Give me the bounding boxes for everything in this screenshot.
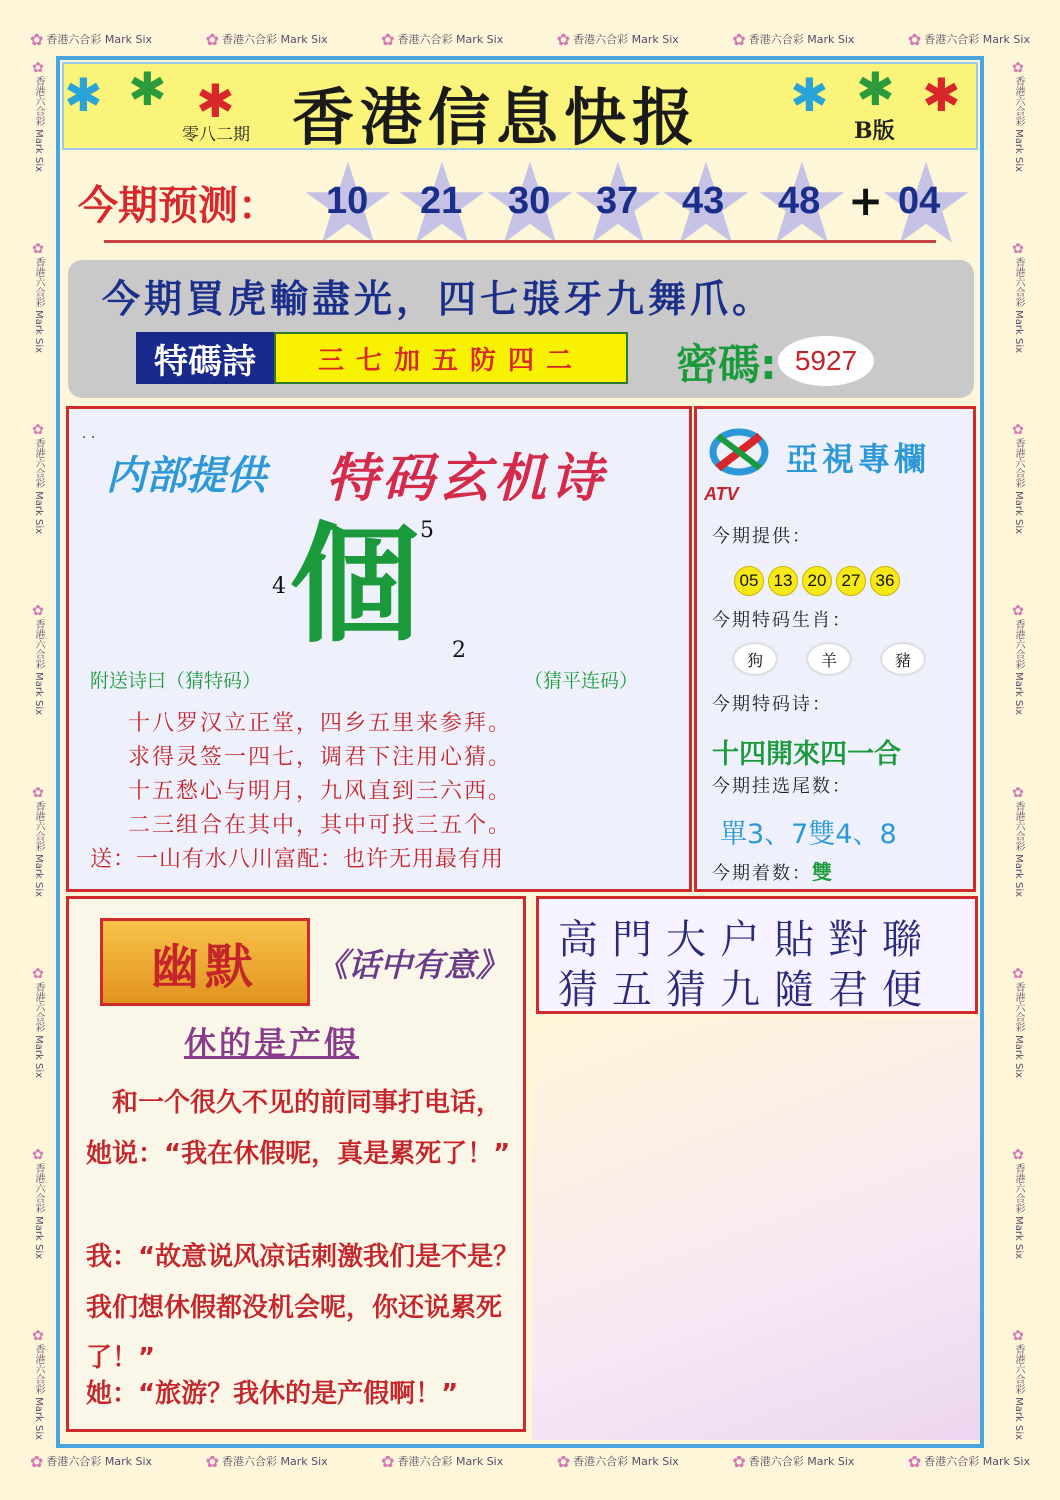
- poem-verse: 二三组合在其中，其中可找三五个。: [128, 813, 513, 838]
- watermark: ✿ 香港六合彩 Mark Six: [907, 1451, 1030, 1471]
- humor-paragraph: 我：“故意说风凉话刺激我们是不是？我们想休假都没机会呢，你还说累死了！”: [86, 1242, 520, 1374]
- watermark-strip-bottom: [30, 1446, 1030, 1476]
- watermark: ✿ 香港六合彩 Mark Six: [205, 1451, 328, 1471]
- flower-icon: ✿: [907, 29, 922, 49]
- flower-icon: ✿: [1010, 1327, 1026, 1344]
- watermark: ✿香港六合彩 Mark Six: [1010, 603, 1026, 716]
- prediction-label: 今期预测：: [78, 183, 278, 229]
- atv-column-title: 亞視專欄: [786, 440, 931, 478]
- flower-icon: ✿: [381, 1451, 395, 1471]
- flower-icon: ✿: [556, 1451, 571, 1471]
- atv-count: [712, 856, 834, 885]
- flower-icon: ✿: [30, 1327, 46, 1344]
- atv-count-value: 雙: [812, 860, 834, 884]
- riddle-poem-title: 特码玄机诗: [326, 449, 607, 509]
- prediction-number: 30: [508, 180, 551, 222]
- flower-icon: ✿: [30, 1451, 44, 1471]
- watermark: ✿ 香港六合彩 Mark Six: [30, 1451, 153, 1471]
- flower-icon: ✿: [381, 29, 395, 49]
- riddle-number-bottom: 2: [452, 638, 466, 663]
- watermark: ✿ 香港六合彩 Mark Six: [732, 29, 855, 49]
- prediction-number: 21: [420, 180, 463, 222]
- atv-provide-label: 今期提供：: [712, 526, 812, 547]
- watermark: ✿香港六合彩 Mark Six: [1010, 1327, 1026, 1440]
- watermark: ✿香港六合彩 Mark Six: [1010, 60, 1026, 173]
- flower-icon: ✿: [30, 422, 46, 439]
- zodiac-badge: 狗: [734, 644, 776, 674]
- flower-icon: ✿: [30, 784, 46, 801]
- flower-icon: ✿: [205, 1451, 219, 1471]
- watermark: ✿香港六合彩 Mark Six: [1010, 241, 1026, 354]
- flower-icon: ✿: [1010, 422, 1026, 439]
- zodiac-badge: 豬: [882, 644, 924, 674]
- number-ball: 05: [734, 566, 764, 596]
- atv-logo-icon: [706, 424, 772, 480]
- humor-title: 休的是产假: [184, 1024, 360, 1062]
- number-ball: 36: [870, 566, 900, 596]
- atv-tail-numbers: 單3、7雙4、8: [720, 819, 897, 850]
- atv-count-label: 今期着数：: [712, 863, 812, 884]
- number-ball: 13: [768, 566, 798, 596]
- asterisk-star-icon: ✱: [856, 62, 895, 116]
- asterisk-star-icon: ✱: [790, 68, 829, 122]
- dots: · ·: [82, 430, 96, 446]
- watermark: ✿香港六合彩 Mark Six: [30, 1327, 46, 1440]
- flower-icon: ✿: [205, 29, 219, 49]
- poem-gift-line: 送：一山有水八川富配：也许无用最有用: [90, 847, 505, 872]
- watermark: ✿香港六合彩 Mark Six: [1010, 422, 1026, 535]
- watermark: ✿ 香港六合彩 Mark Six: [907, 29, 1030, 49]
- riddle-number-top: 5: [420, 518, 434, 543]
- flower-icon: ✿: [1010, 965, 1026, 982]
- poem-verse: 十五愁心与明月，九风直到三六西。: [128, 779, 513, 804]
- watermark: ✿ 香港六合彩 Mark Six: [732, 1451, 855, 1471]
- prediction-number: 10: [326, 180, 369, 222]
- flower-icon: ✿: [30, 241, 46, 258]
- watermark: ✿ 香港六合彩 Mark Six: [556, 1451, 679, 1471]
- flower-icon: ✿: [1010, 241, 1026, 258]
- couplet-line: 高門大户貼對聯: [558, 917, 936, 963]
- watermark: ✿香港六合彩 Mark Six: [1010, 965, 1026, 1078]
- divider: [104, 240, 936, 243]
- atv-zodiac-label: 今期特码生肖：: [712, 610, 852, 631]
- special-number: 04: [898, 180, 941, 222]
- asterisk-star-icon: ✱: [64, 68, 103, 122]
- poem-hint: （猜平连码）: [524, 670, 639, 692]
- flower-icon: ✿: [30, 603, 46, 620]
- humor-paragraph: 和一个很久不见的前同事打电话，她说：“我在休假呢，真是累死了！”: [86, 1088, 511, 1169]
- code-label: 密碼:: [676, 340, 777, 389]
- asterisk-star-icon: ✱: [922, 68, 961, 122]
- inner-provided-label: 内部提供: [106, 453, 266, 499]
- tema-poem-value: 三七加五防四二: [274, 332, 628, 384]
- flower-icon: ✿: [907, 1451, 922, 1471]
- asterisk-star-icon: ✱: [128, 62, 167, 116]
- decorative-background: [532, 1018, 980, 1440]
- banner-poem: 今期買虎輸盡光，四七張牙九舞爪。: [102, 277, 775, 321]
- riddle-number-left: 4: [272, 574, 286, 599]
- flower-icon: ✿: [1010, 60, 1026, 76]
- watermark-strip-left: [20, 60, 56, 1440]
- flower-icon: ✿: [1010, 1146, 1026, 1163]
- prediction-number: 48: [778, 180, 821, 222]
- zodiac-badge: 羊: [808, 644, 850, 674]
- humor-subtitle: 《话中有意》: [316, 946, 509, 984]
- watermark: ✿香港六合彩 Mark Six: [30, 60, 46, 173]
- watermark-strip-top: [30, 24, 1030, 54]
- flower-icon: ✿: [1010, 603, 1026, 620]
- flower-icon: ✿: [556, 29, 571, 49]
- plus-sign: +: [848, 176, 884, 225]
- asterisk-star-icon: ✱: [196, 74, 235, 128]
- watermark: ✿香港六合彩 Mark Six: [30, 422, 46, 535]
- number-ball: 27: [836, 566, 866, 596]
- watermark: ✿ 香港六合彩 Mark Six: [556, 29, 679, 49]
- watermark-strip-right: [1000, 60, 1036, 1440]
- prediction-number: 43: [682, 180, 725, 222]
- flower-icon: ✿: [30, 965, 46, 982]
- tema-poem-label: 特碼詩: [136, 332, 274, 384]
- humor-paragraph: 她：“旅游？我休的是产假啊！”: [86, 1379, 459, 1409]
- riddle-character: 個: [290, 509, 421, 661]
- watermark: ✿ 香港六合彩 Mark Six: [381, 1451, 504, 1471]
- code-value: 5927: [778, 336, 874, 386]
- watermark: ✿ 香港六合彩 Mark Six: [205, 29, 328, 49]
- watermark: ✿香港六合彩 Mark Six: [30, 784, 46, 897]
- flower-icon: ✿: [732, 29, 746, 49]
- poem-verse: 十八罗汉立正堂，四乡五里来参拜。: [128, 711, 513, 736]
- edition-label: B版: [854, 118, 895, 144]
- flower-icon: ✿: [732, 1451, 746, 1471]
- prediction-number: 37: [596, 180, 639, 222]
- flower-icon: ✿: [30, 29, 44, 49]
- watermark: ✿香港六合彩 Mark Six: [30, 965, 46, 1078]
- poem-verse: 求得灵签一四七，调君下注用心猜。: [128, 745, 513, 770]
- watermark: ✿香港六合彩 Mark Six: [1010, 1146, 1026, 1259]
- watermark: ✿香港六合彩 Mark Six: [30, 241, 46, 354]
- watermark: ✿香港六合彩 Mark Six: [30, 1146, 46, 1259]
- watermark: ✿香港六合彩 Mark Six: [30, 603, 46, 716]
- watermark: ✿ 香港六合彩 Mark Six: [30, 29, 153, 49]
- issue-number: 零八二期: [182, 125, 250, 145]
- flower-icon: ✿: [30, 60, 46, 76]
- poem-intro: 附送诗曰（猜特码）: [90, 670, 262, 692]
- watermark: ✿香港六合彩 Mark Six: [1010, 784, 1026, 897]
- atv-logo-text: ATV: [704, 484, 739, 504]
- watermark: ✿ 香港六合彩 Mark Six: [381, 29, 504, 49]
- humor-badge: 幽默: [100, 918, 310, 1006]
- atv-poem-label: 今期特码诗：: [712, 694, 832, 715]
- page-title: 香港信息快报: [292, 81, 701, 154]
- number-ball: 20: [802, 566, 832, 596]
- atv-poem: 十四開來四一合: [712, 739, 901, 770]
- flower-icon: ✿: [30, 1146, 46, 1163]
- couplet-line: 猜五猜九隨君便: [558, 967, 936, 1013]
- flower-icon: ✿: [1010, 784, 1026, 801]
- atv-tail-label: 今期挂选尾数：: [712, 776, 852, 797]
